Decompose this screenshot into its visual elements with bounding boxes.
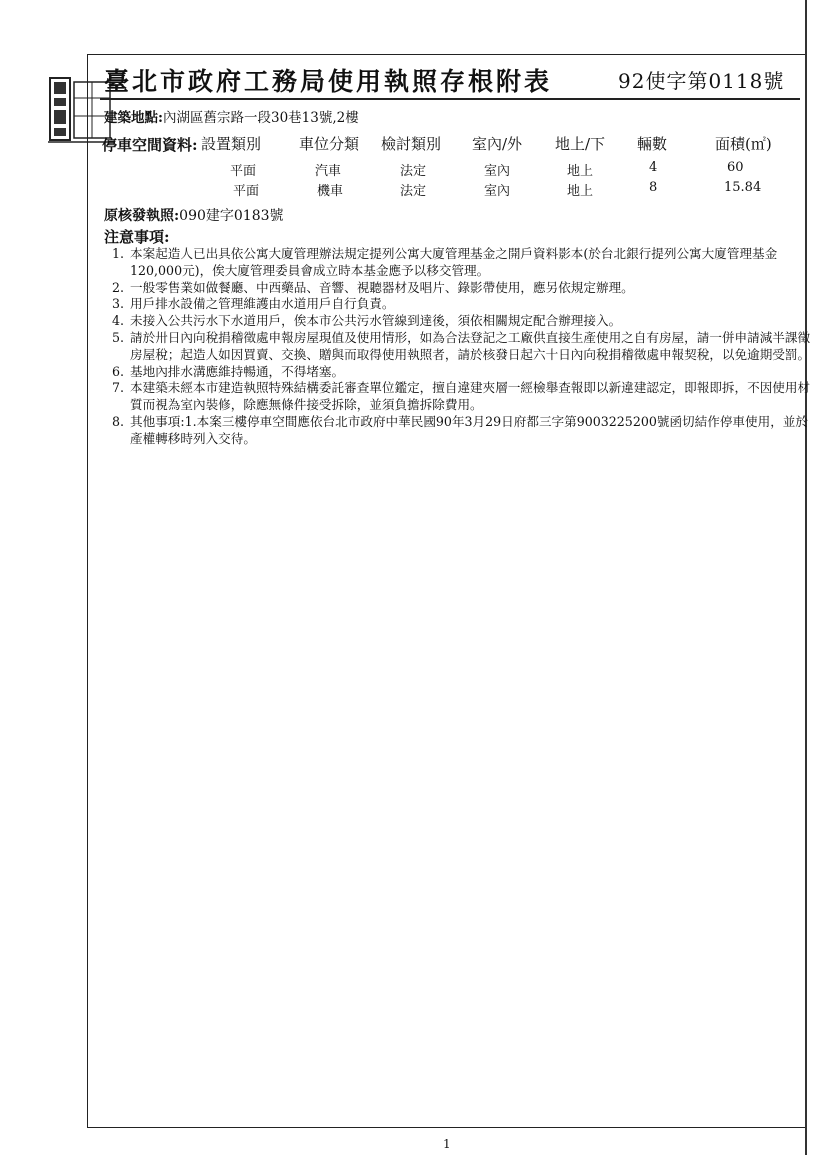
table-cell: 平面 [230,164,257,179]
note-item: 7. 本建築未經本市建造執照特殊結構委託審查單位鑑定，擅自違建夾層一經檢舉查報即以新違建認定，即報即拆，不因使用材質而視為室內裝修，除應無條件接受拆除，並須負擔拆除費用。 [112,380,811,413]
table-cell: 15.84 [724,180,762,195]
note-item: 5. 請於卅日內向稅捐稽徵處申報房屋現值及使用情形，如為合法登記之工廠供直接生產使用之自有房屋，請一併申請減半課徵房屋稅；起造人如因買賣、交換、贈與而取得使用執照者，請於核發日起六十日內向稅捐稽徵處申報契稅，以免逾期受罰。 [112,329,811,362]
table-cell: 60 [727,160,744,175]
notes-title: 注意事項: [104,228,170,246]
original-permit-label: 原核發執照: [104,208,180,224]
header-setup-type: 設置類別 [201,135,262,153]
note-item: 6. 基地內排水溝應維持暢通，不得堵塞。 [112,363,345,379]
right-edge-line [805,0,807,1155]
header-count: 輛數 [637,135,668,153]
address-value: 內湖區舊宗路一段30巷13號,2樓 [162,110,359,126]
table-cell: 地上 [567,164,594,179]
page-number: 1 [443,1137,451,1151]
original-permit-value: 090建字0183號 [179,208,284,224]
header-space-type: 車位分類 [299,135,360,153]
table-cell: 4 [649,160,658,175]
note-item: 8. 其他事項:1.本案三樓停車空間應依台北市政府中華民國90年3月29日府都三字第9003225200號函切結作停車使用，並於產權轉移時列入交待。 [112,413,808,446]
note-item: 2. 一般零售業如做餐廳、中西藥品、音響、視聽器材及唱片、錄影帶使用，應另依規定辦理。 [112,279,634,295]
header-indoor-outdoor: 室內/外 [472,135,523,153]
table-cell: 地上 [567,184,594,199]
table-cell: 汽車 [315,164,342,179]
note-item: 4. 未接入公共污水下水道用戶，俟本市公共污水管線到達後，須依相關規定配合辦理接入。 [112,313,622,329]
table-cell: 法定 [400,184,427,199]
title-divider [100,98,800,100]
notes-list [112,246,814,448]
note-item: 3. 用戶排水設備之管理維護由水道用戶自行負責。 [112,296,395,312]
table-cell: 機車 [317,184,344,199]
header-area: 面積(㎡) [715,135,772,153]
address-line [104,106,359,126]
note-item: 1. 本案起造人已出具依公寓大廈管理辦法規定提列公寓大廈管理基金之開戶資料影本(於台北銀行提列公寓大廈管理基金120,000元)，俟大廈管理委員會成立時本基金應予以移交管理。 [112,246,778,278]
permit-number: 92使字第0118號 [618,69,785,93]
header-review-type: 檢討類別 [381,135,442,153]
address-label: 建築地點: [104,110,163,126]
header-above-below: 地上/下 [555,135,606,153]
table-cell: 8 [649,180,658,195]
table-cell: 法定 [400,164,427,179]
table-cell: 室內 [484,164,511,179]
table-cell: 室內 [484,184,511,199]
parking-label: 停車空間資料: [102,136,198,154]
document-title: 臺北市政府工務局使用執照存根附表 [104,67,553,96]
original-permit-line [104,205,284,225]
table-cell: 平面 [233,184,260,199]
